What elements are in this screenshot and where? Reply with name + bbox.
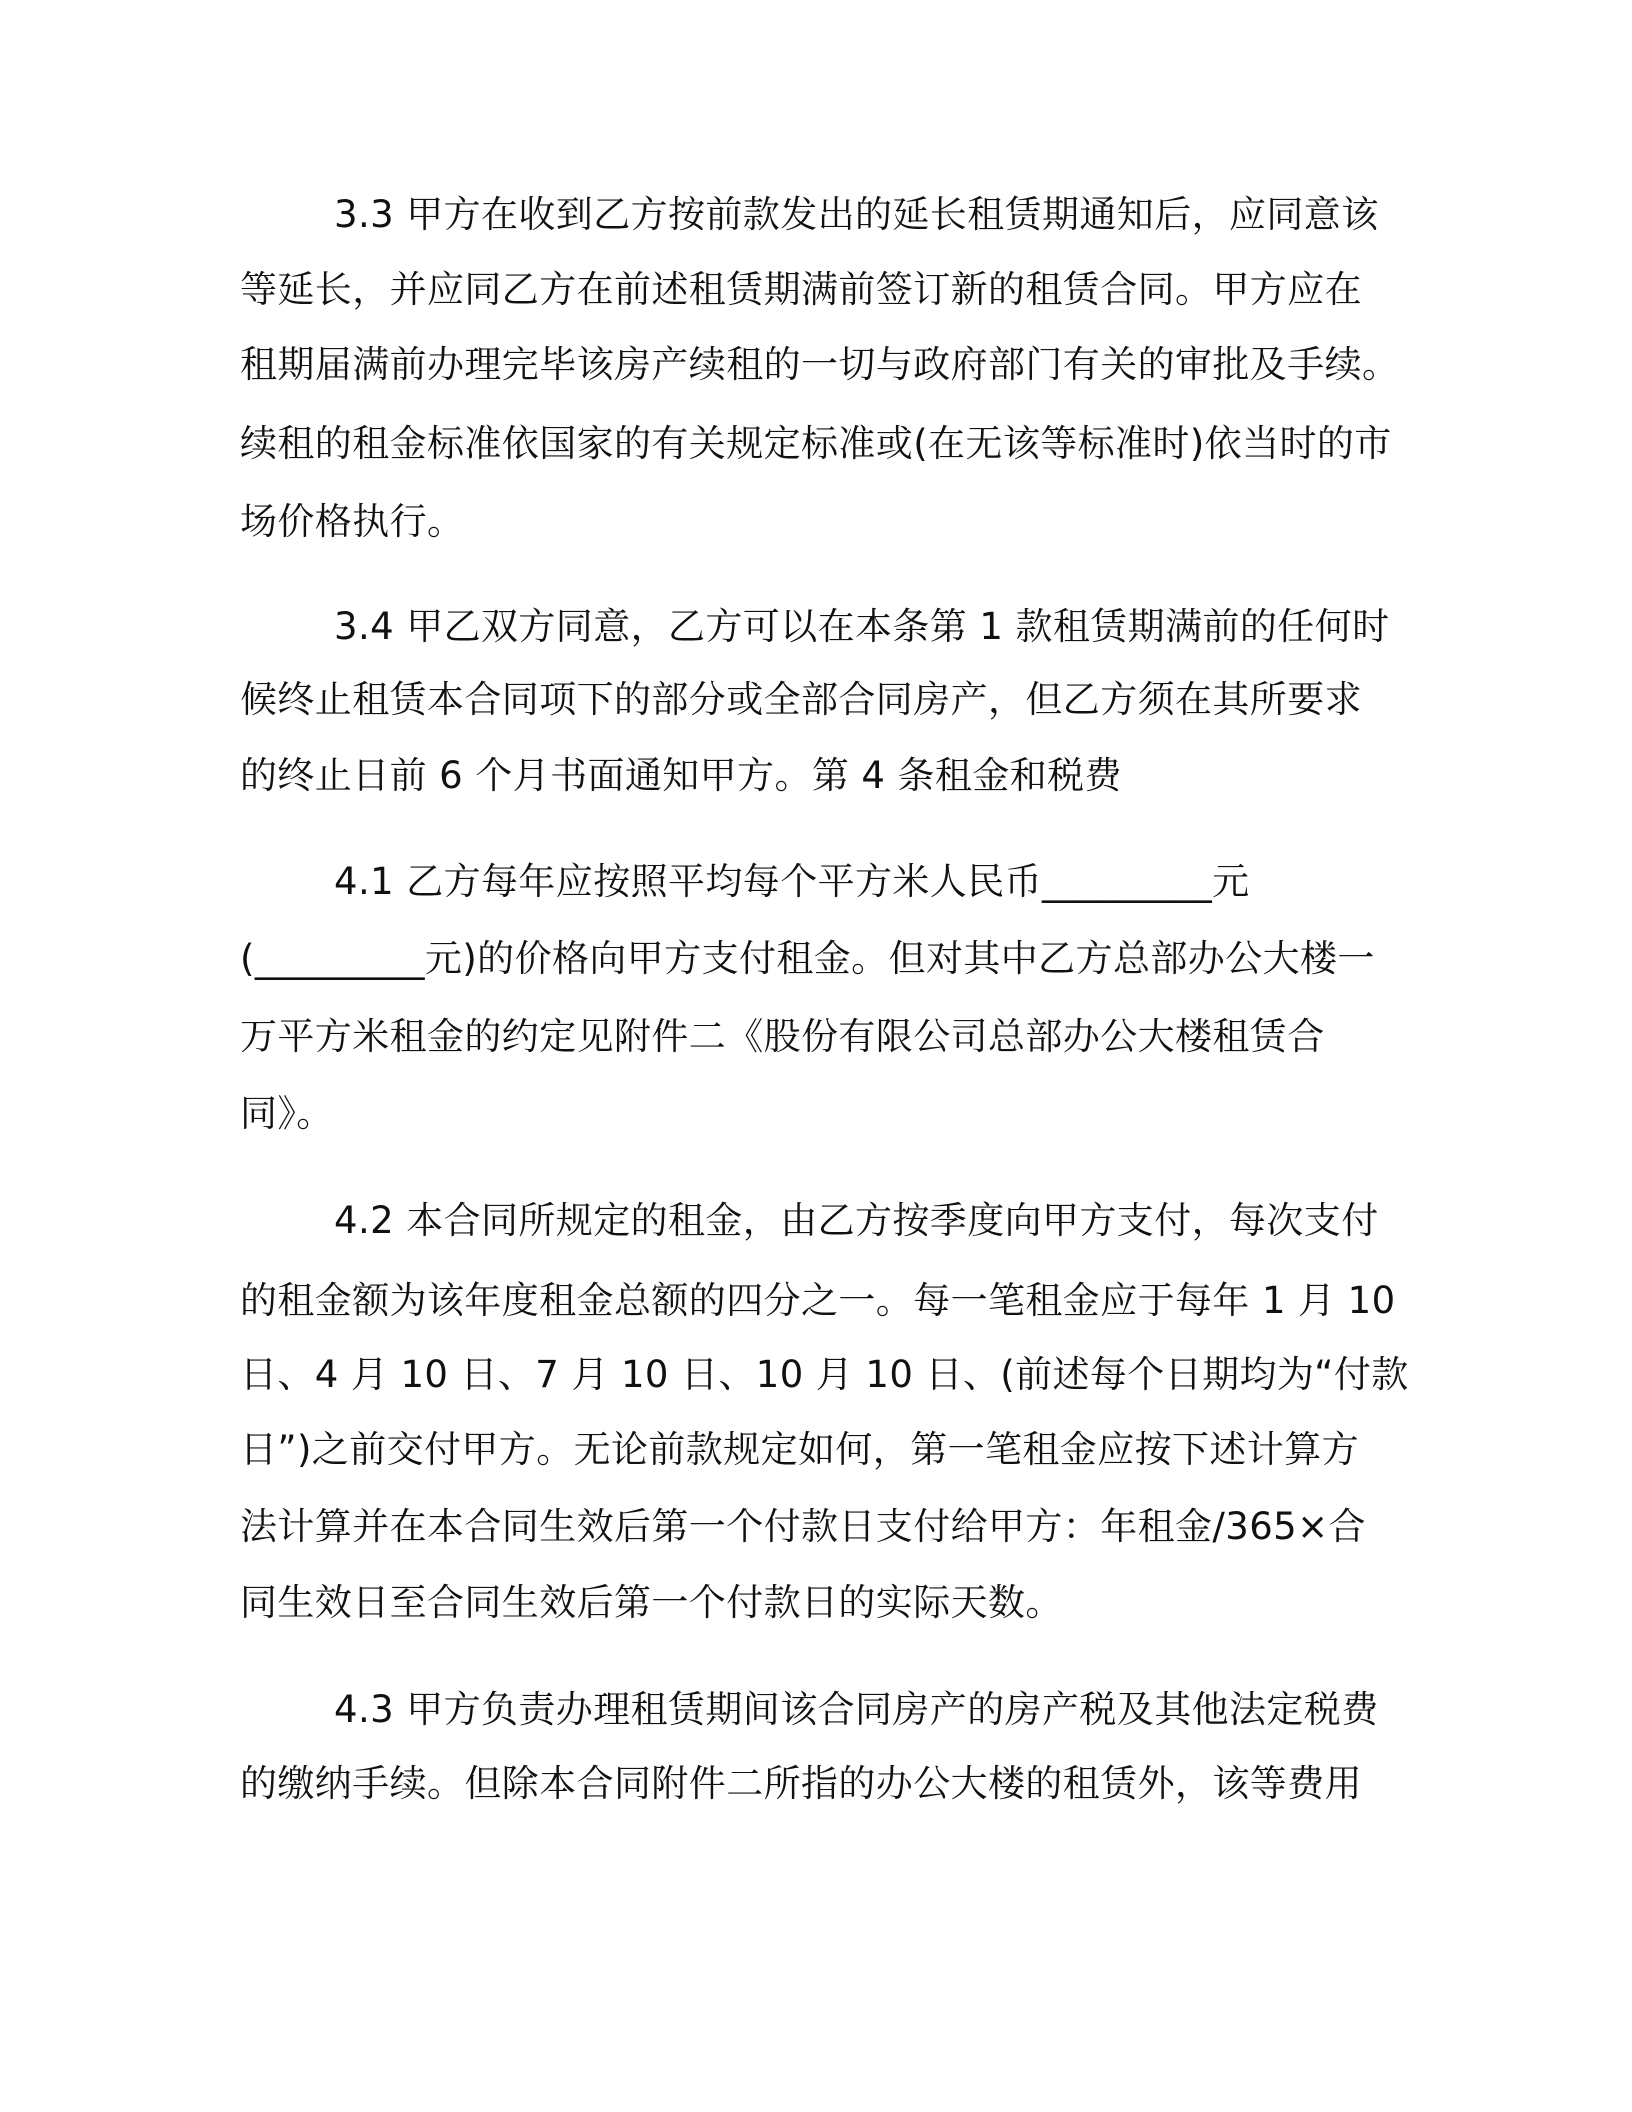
clause-3-3-line-4: 续租的租金标准依国家的有关规定标准或(在无该等标准时)依当时的市 bbox=[240, 422, 1392, 465]
clause-3-3-line-5: 场价格执行。 bbox=[240, 500, 465, 543]
clause-3-3-line-3: 租期届满前办理完毕该房产续租的一切与政府部门有关的审批及手续。 bbox=[240, 343, 1400, 386]
clause-4-2-line-2: 的租金额为该年度租金总额的四分之一。每一笔租金应于每年 1 月 10 bbox=[240, 1279, 1396, 1322]
clause-3-3-line-1: 3.3 甲方在收到乙方按前款发出的延长租赁期通知后，应同意该 bbox=[334, 193, 1379, 236]
clause-4-2-line-6: 同生效日至合同生效后第一个付款日的实际天数。 bbox=[240, 1581, 1063, 1624]
clause-3-4-line-1: 3.4 甲乙双方同意，乙方可以在本条第 1 款租赁期满前的任何时 bbox=[334, 605, 1390, 648]
clause-4-2-line-1: 4.2 本合同所规定的租金，由乙方按季度向甲方支付，每次支付 bbox=[334, 1199, 1379, 1242]
clause-3-3-line-2: 等延长，并应同乙方在前述租赁期满前签订新的租赁合同。甲方应在 bbox=[240, 268, 1362, 311]
clause-4-2-line-5: 法计算并在本合同生效后第一个付款日支付给甲方：年租金/365×合 bbox=[240, 1505, 1366, 1548]
clause-4-1-line-4: 同》。 bbox=[240, 1092, 334, 1135]
clause-4-1-line-3: 万平方米租金的约定见附件二《股份有限公司总部办公大楼租赁合 bbox=[240, 1015, 1325, 1058]
clause-3-4-line-2: 候终止租赁本合同项下的部分或全部合同房产，但乙方须在其所要求 bbox=[240, 678, 1362, 721]
clause-4-1-line-2: (_________元)的价格向甲方支付租金。但对其中乙方总部办公大楼一 bbox=[240, 937, 1375, 980]
clause-3-4-line-3: 的终止日前 6 个月书面通知甲方。第 4 条租金和税费 bbox=[240, 754, 1122, 797]
clause-4-3-line-1: 4.3 甲方负责办理租赁期间该合同房产的房产税及其他法定税费 bbox=[334, 1688, 1379, 1731]
clause-4-2-line-3: 日、4 月 10 日、7 月 10 日、10 月 10 日、(前述每个日期均为“付款 bbox=[240, 1353, 1409, 1396]
clause-4-2-line-4: 日”)之前交付甲方。无论前款规定如何，第一笔租金应按下述计算方 bbox=[240, 1428, 1360, 1471]
clause-4-3-line-2: 的缴纳手续。但除本合同附件二所指的办公大楼的租赁外，该等费用 bbox=[240, 1762, 1362, 1805]
clause-4-1-line-1: 4.1 乙方每年应按照平均每个平方米人民币_________元 bbox=[334, 860, 1250, 903]
